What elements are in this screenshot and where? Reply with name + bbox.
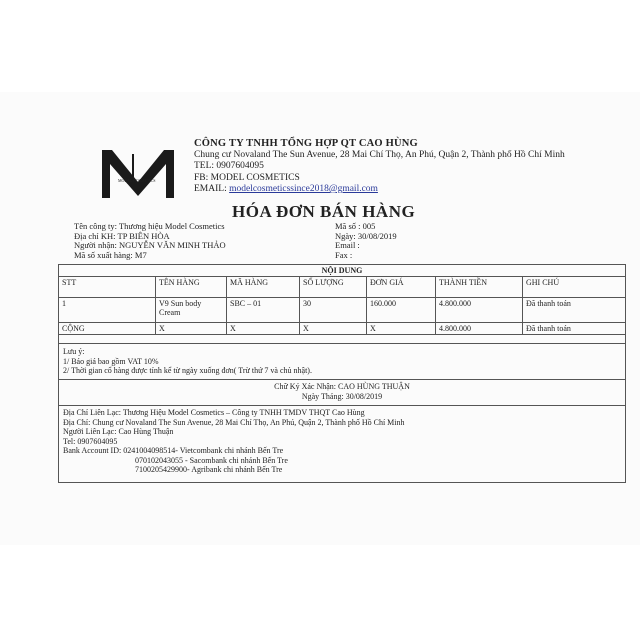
col-header: SỐ LƯỢNG: [300, 277, 367, 298]
signature-confirm: Chữ Ký Xác Nhận: CAO HÙNG THUẬN: [274, 382, 410, 391]
company-name: CÔNG TY TNHH TỔNG HỢP QT CAO HÙNG: [194, 138, 418, 149]
company-header: [194, 138, 565, 196]
customer-receiver: Người nhận: NGUYỄN VĂN MINH THẢO: [74, 240, 226, 250]
cell-unit-price: 160.000: [367, 298, 436, 323]
cell-x: X: [156, 323, 227, 335]
cell-quantity: 30: [300, 298, 367, 323]
logo-subtitle: MODEL COSMETICS: [118, 178, 156, 183]
company-email-line: [194, 184, 565, 196]
cell-x: X: [227, 323, 300, 335]
table-header-row: [59, 277, 626, 298]
model-cosmetics-logo: [98, 146, 178, 202]
signature-section: [58, 380, 626, 406]
customer-info: [74, 222, 226, 260]
cell-stt: 1: [59, 298, 156, 323]
table-total-row: [59, 323, 626, 335]
email-label: EMAIL:: [194, 184, 230, 194]
invoice-meta: [335, 222, 397, 260]
invoice-title: HÓA ĐƠN BÁN HÀNG: [232, 202, 416, 221]
table-spacer-row: [59, 335, 626, 344]
cell-grand-total: 4.800.000: [436, 323, 523, 335]
cell-total-note: Đã thanh toán: [523, 323, 626, 335]
invoice-date: Ngày: 30/08/2019: [335, 230, 397, 241]
logo-m-shape: [102, 150, 174, 198]
contact-line: Người Liên Lạc: Cao Hùng Thuận: [63, 427, 174, 436]
col-header: TÊN HÀNG: [156, 277, 227, 298]
note-item: 1/ Báo giá bao gồm VAT 10%: [63, 356, 159, 366]
customer-export-code: Mã số xuất hàng: M7: [74, 249, 147, 260]
bank-account-line: 070102043055 - Sacombank chi nhánh Bến Tre: [135, 455, 288, 465]
invoice-table: [58, 264, 626, 344]
contact-line: Địa Chỉ: Chung cư Novaland The Sun Avenue, 28 Mai Chí Thọ, An Phú, Quận 2, Thành phố Hồ Chí Minh: [63, 417, 405, 427]
bank-account-line: Bank Account ID: 0241004098514- Vietcombank chi nhánh Bến Tre: [63, 446, 284, 455]
note-item: 2/ Thời gian cổ hàng được tính kể từ ngày xuống đơn( Trừ thứ 7 và chủ nhật).: [63, 366, 312, 375]
cell-product-code: SBC – 01: [227, 298, 300, 323]
cell-x: X: [367, 323, 436, 335]
contact-line: Địa Chỉ Liên Lạc: Thương Hiệu Model Cosmetics – Công ty TNHH TMDV THQT Cao Hùng: [63, 408, 365, 417]
company-address: Chung cư Novaland The Sun Avenue, 28 Mai Chí Thọ, An Phú, Quận 2, Thành phố Hồ Chí Minh: [194, 149, 565, 160]
col-header: ĐƠN GIÁ: [367, 277, 436, 298]
table-section-title: NỘI DUNG: [59, 265, 626, 277]
company-fb: FB: MODEL COSMETICS: [194, 172, 300, 183]
col-header: THÀNH TIỀN: [436, 277, 523, 298]
col-header: MÃ HÀNG: [227, 277, 300, 298]
customer-company: Tên công ty: Thương hiệu Model Cosmetics: [74, 221, 225, 231]
invoice-email: Email :: [335, 240, 360, 250]
company-tel: TEL: 0907604095: [194, 161, 264, 171]
email-link[interactable]: modelcosmeticssince2018@gmail.com: [229, 184, 378, 194]
contact-line: Tel: 0907604095: [63, 436, 118, 446]
cell-x: X: [300, 323, 367, 335]
col-header: STT: [59, 277, 156, 298]
logo-bar: [132, 154, 134, 180]
invoice-number: Mã số : 005: [335, 221, 376, 231]
table-row: [59, 298, 626, 323]
cell-total-label: CỘNG: [59, 323, 156, 335]
notes-title: Lưu ý:: [63, 347, 85, 356]
bank-account-line: 7100205429900- Agribank chi nhánh Bến Tre: [135, 465, 283, 474]
signature-date: Ngày Tháng: 30/08/2019: [301, 391, 383, 401]
cell-product-name: V9 Sun body Cream: [156, 298, 227, 323]
customer-address: Địa chỉ KH: TP BIÊN HÒA: [74, 230, 170, 241]
col-header: GHI CHÚ: [523, 277, 626, 298]
invoice-fax: Fax :: [335, 249, 353, 260]
notes-section: [58, 344, 626, 380]
cell-note: Đã thanh toán: [523, 298, 626, 323]
contact-section: [58, 406, 626, 483]
cell-total: 4.800.000: [436, 298, 523, 323]
